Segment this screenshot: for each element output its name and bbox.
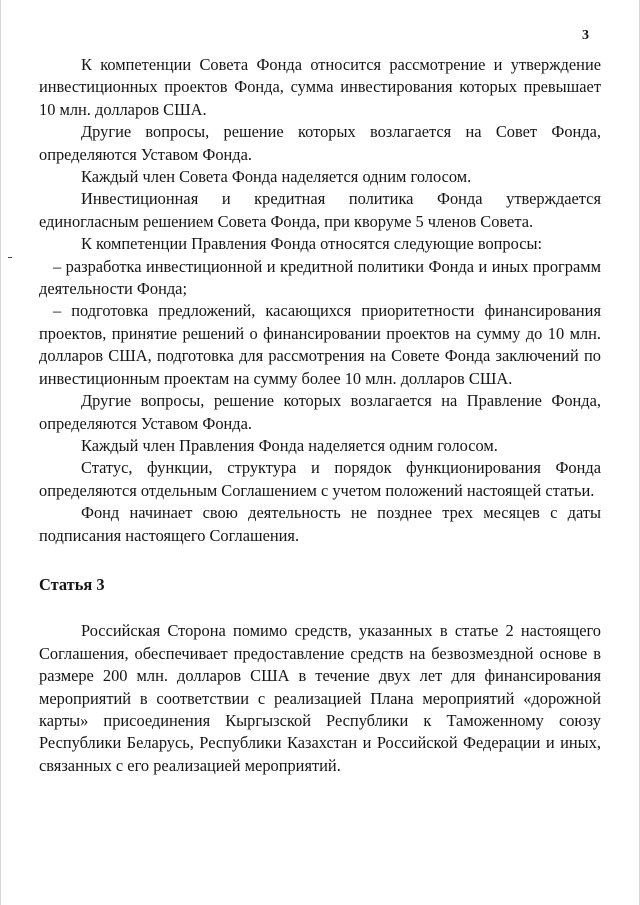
paragraph-article-3: Российская Сторона помимо средств, указанных в статье 2 настоящего Соглашения, обеспечивает предоставление средств на безвозмездной основе в размере 200 млн. долларов США в течение двух лет для финансирования мероприятий в соответствии с реализацией Плана мероприятий «дорожной карты» присоединения Кыргызской Республики к Таможенному союзу Республики Беларусь, Республики Казахстан и Российской Федерации и иных, связанных с его реализацией мероприятий. [39, 621, 601, 775]
paragraph-fund-start: Фонд начинает свою деятельность не позднее трех месяцев с даты подписания настоящего Соглашения. [39, 503, 601, 545]
article-heading: Статья 3 [39, 574, 105, 594]
paragraph-investment-policy: Инвестиционная и кредитная политика Фонда утверждается единогласным решением Совета Фонда, при кворуме 5 членов Совета. [39, 189, 601, 231]
margin-tick-mark [8, 257, 12, 258]
document-body [39, 54, 601, 777]
paragraph-council-other-questions: Другие вопросы, решение которых возлагается на Совет Фонда, определяются Уставом Фонда. [39, 122, 601, 164]
paragraph-board-vote: Каждый член Правления Фонда наделяется одним голосом. [81, 435, 498, 455]
page-number: 3 [582, 28, 589, 43]
paragraph-council-competence: К компетенции Совета Фонда относится рассмотрение и утверждение инвестиционных проектов Фонда, сумма инвестирования которых превышает 10 млн. долларов США. [39, 55, 601, 119]
list-item-policy-development: – разработка инвестиционной и кредитной политики Фонда и иных программ деятельности Фонда; [39, 256, 601, 299]
paragraph-council-vote: Каждый член Совета Фонда наделяется одним голосом. [81, 167, 472, 187]
paragraph-board-other-questions: Другие вопросы, решение которых возлагается на Правление Фонда, определяются Уставом Фонда. [39, 391, 601, 433]
list-item-proposals: – подготовка предложений, касающихся приоритетности финансирования проектов, принятие решений о финансировании проектов на сумму до 10 млн. долларов США, подготовка для рассмотрения на Совете Фонда заключений по инвестиционным проектам на сумму более 10 млн. долларов США. [39, 301, 601, 388]
paragraph-board-competence: К компетенции Правления Фонда относятся следующие вопросы: [81, 234, 543, 254]
paragraph-fund-status: Статус, функции, структура и порядок функционирования Фонда определяются отдельным Соглашением с учетом положений настоящей статьи. [39, 458, 601, 500]
